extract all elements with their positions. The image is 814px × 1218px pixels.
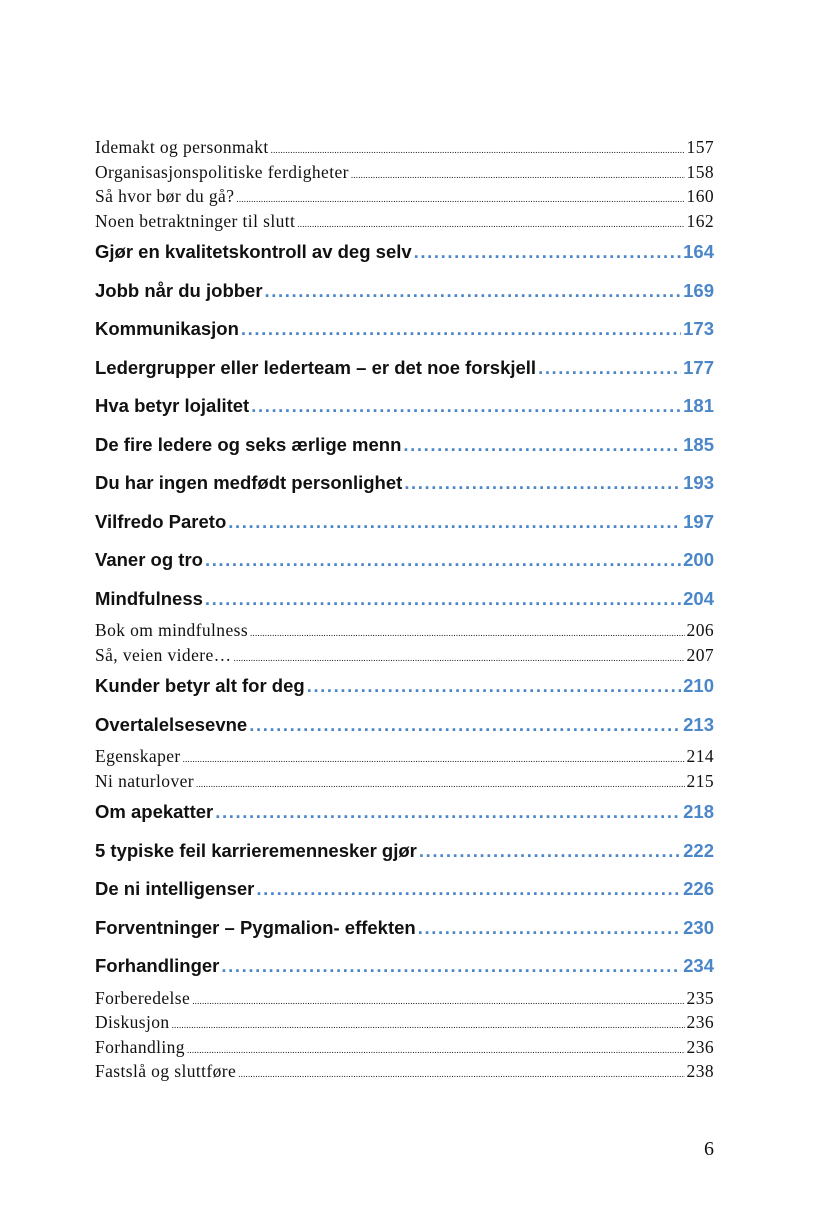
toc-chapter-page: 222 [683, 839, 714, 861]
toc-entry-label: Idemakt og personmakt [95, 137, 269, 157]
toc-entry-label: Så hvor bør du gå? [95, 186, 235, 206]
toc-chapter[interactable] [95, 667, 714, 706]
toc-chapter-label: Vaner og tro [95, 549, 203, 570]
toc-chapter-page: 197 [683, 510, 714, 532]
toc-entry[interactable] [95, 643, 714, 668]
toc-chapter-page: 169 [683, 279, 714, 301]
dot-leader [249, 706, 681, 745]
dot-leader [250, 621, 685, 646]
toc-entry[interactable] [95, 1059, 714, 1084]
toc-chapter-page: 164 [683, 241, 714, 262]
dot-leader [256, 870, 681, 909]
dot-leader [307, 667, 681, 706]
toc-chapter[interactable] [95, 310, 714, 349]
dot-leader [228, 503, 681, 542]
toc-chapter-page: 185 [683, 433, 714, 455]
toc-chapter-label: De ni intelligenser [95, 878, 255, 899]
dot-leader [265, 272, 682, 311]
toc-chapter[interactable] [95, 233, 714, 272]
toc-entry[interactable] [95, 1035, 714, 1060]
toc-entry-label: Så, veien videre… [95, 644, 232, 665]
toc-entry-page: 235 [686, 987, 714, 1008]
toc-chapter-label: Vilfredo Pareto [95, 510, 227, 532]
dot-leader [241, 310, 681, 349]
dot-leader [205, 580, 681, 619]
toc-chapter[interactable] [95, 947, 714, 986]
toc-entry-label: Forhandling [95, 1036, 185, 1057]
toc-chapter-page: 234 [683, 955, 714, 976]
toc-entry-page: 157 [686, 137, 714, 157]
toc-entry[interactable] [95, 986, 714, 1011]
toc-entry[interactable] [95, 1010, 714, 1035]
toc-entry-page: 236 [686, 1012, 714, 1032]
toc-chapter[interactable] [95, 870, 714, 909]
toc-chapter-label: Om apekatter [95, 801, 214, 822]
dot-leader [403, 426, 681, 465]
toc-chapter-label: Forventninger – Pygmalion- effekten [95, 916, 416, 938]
toc-entry-page: 214 [686, 746, 714, 766]
toc-chapter-label: Jobb når du jobber [95, 279, 263, 301]
page-number: 6 [704, 1138, 714, 1160]
dot-leader [205, 541, 681, 580]
toc-chapter-label: Gjør en kvalitetskontroll av deg selv [95, 241, 412, 262]
toc-entry[interactable] [95, 135, 714, 160]
toc-chapter-label: 5 typiske feil karrieremennesker gjør [95, 839, 417, 861]
toc-entry[interactable] [95, 744, 714, 769]
toc-entry-label: Bok om mindfulness [95, 620, 249, 640]
dot-leader [221, 947, 681, 986]
toc-entry-label: Fastslå og sluttføre [95, 1061, 237, 1081]
toc-chapter-page: 200 [683, 549, 714, 570]
toc-chapter[interactable] [95, 832, 714, 871]
toc-entry-label: Egenskaper [95, 746, 181, 766]
toc-chapter[interactable] [95, 541, 714, 580]
toc-entry[interactable] [95, 184, 714, 209]
toc-chapter-label: De fire ledere og seks ærlige menn [95, 433, 402, 455]
toc-entry-page: 207 [686, 644, 714, 665]
dot-leader [419, 832, 681, 871]
toc-chapter-page: 210 [683, 675, 714, 696]
toc-entry-label: Organisasjonspolitiske ferdigheter [95, 161, 349, 182]
dot-leader [351, 163, 685, 188]
toc-chapter[interactable] [95, 909, 714, 948]
toc-chapter-page: 213 [683, 713, 714, 735]
toc-chapter-page: 230 [683, 916, 714, 938]
toc-chapter-page: 177 [683, 356, 714, 378]
dot-leader [192, 989, 684, 1014]
toc-chapter-label: Mindfulness [95, 587, 203, 609]
toc-chapter[interactable] [95, 793, 714, 832]
dot-leader [538, 349, 681, 388]
toc-chapter-page: 193 [683, 472, 714, 493]
toc-chapter[interactable] [95, 387, 714, 426]
toc-chapter[interactable] [95, 580, 714, 619]
toc-entry-page: 238 [686, 1061, 714, 1081]
dot-leader [215, 793, 681, 832]
toc-entry-page: 215 [686, 770, 714, 791]
toc-chapter-label: Kunder betyr alt for deg [95, 675, 305, 696]
dot-leader [187, 1038, 685, 1063]
toc-entry[interactable] [95, 209, 714, 234]
dot-leader [404, 464, 681, 503]
toc-entry-page: 236 [686, 1036, 714, 1057]
toc-entry[interactable] [95, 769, 714, 794]
toc-chapter-label: Forhandlinger [95, 955, 220, 976]
dot-leader [238, 1062, 684, 1087]
toc-entry-label: Forberedelse [95, 987, 191, 1008]
toc-entry-page: 158 [686, 161, 714, 182]
dot-leader [414, 233, 681, 272]
toc-chapter-label: Overtalelsesevne [95, 713, 248, 735]
toc-entry-label: Noen betraktninger til slutt [95, 210, 296, 231]
toc-entry-page: 162 [686, 210, 714, 231]
toc-entry-page: 206 [686, 620, 714, 640]
dot-leader [236, 187, 684, 212]
toc-entry-label: Ni naturlover [95, 770, 194, 791]
toc-chapter-label: Ledergrupper eller lederteam – er det noe forskjell [95, 356, 537, 378]
dot-leader [172, 1013, 685, 1038]
toc-entry[interactable] [95, 618, 714, 643]
toc-chapter[interactable] [95, 706, 714, 745]
toc-chapter[interactable] [95, 426, 714, 465]
toc-chapter-page: 173 [683, 318, 714, 339]
toc-chapter-page: 226 [683, 878, 714, 899]
toc-chapter-label: Du har ingen medfødt personlighet [95, 472, 403, 493]
toc-chapter[interactable] [95, 503, 714, 542]
toc-chapter-page: 218 [683, 801, 714, 822]
dot-leader [418, 909, 681, 948]
table-of-contents [95, 135, 714, 1084]
toc-chapter[interactable] [95, 272, 714, 311]
toc-chapter-page: 204 [683, 587, 714, 609]
toc-chapter-label: Hva betyr lojalitet [95, 395, 250, 416]
toc-chapter[interactable] [95, 464, 714, 503]
toc-entry[interactable] [95, 160, 714, 185]
toc-entry-page: 160 [686, 186, 714, 206]
dot-leader [183, 747, 685, 772]
toc-chapter-page: 181 [683, 395, 714, 416]
toc-chapter-label: Kommunikasjon [95, 318, 239, 339]
dot-leader [251, 387, 681, 426]
toc-entry-label: Diskusjon [95, 1012, 170, 1032]
toc-chapter[interactable] [95, 349, 714, 388]
